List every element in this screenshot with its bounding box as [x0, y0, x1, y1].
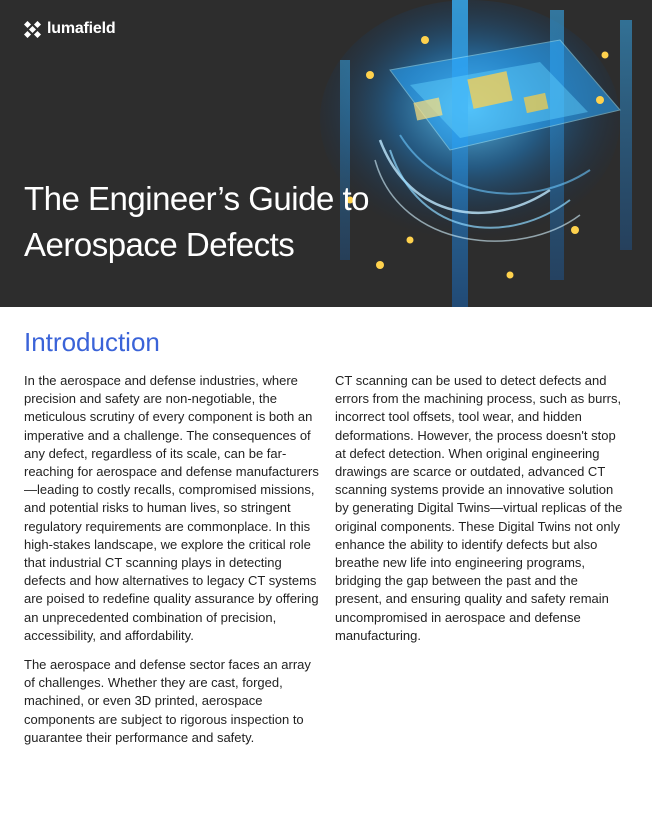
paragraph: The aerospace and defense sector faces an array of challenges. Whether they are cast, forged, machined, or even 3D printed, aerospace components are subject to rigorous inspection to guarantee their performance and safety. — [24, 657, 311, 745]
title-line-1: The Engineer’s Guide to — [24, 180, 370, 217]
brand-name: lumafield — [47, 20, 116, 37]
lumafield-logo — [24, 20, 115, 38]
paragraph: In the aerospace and defense industries, where precision and safety are non-negotiable, the meticulous scrutiny of every component is both an imperative and a challenge. The consequences of any defect, regardless of its scale, can be far-reaching for aerospace and defense manufacturers—leading to costly recalls, compromised missions, and potential risks to human lives, so stringent regulatory requirements are commonplace. In this high-stakes landscape, we explore the critical role that industrial CT scanning plays in detecting defects and how alternatives to legacy CT systems are poised to redefine quality assurance by offering an unprecedented combination of precision, accessibility, and affordability. — [24, 373, 319, 643]
paragraph: CT scanning can be used to detect defects and errors from the machining process, such as burrs, incorrect tool offsets, tool wear, and hidden deformations. However, the process doesn't stop at defect detection. When original engineering drawings are scarce or outdated, advanced CT scanning systems provide an innovative solution by generating Digital Twins—virtual replicas of the original components. These Digital Twins not only enhance the ability to identify defects but also breathe new life into engineering programs, bridging the gap between the past and the present, and ensuring quality and safety remain uncompromised in aerospace and defense manufacturing. — [335, 373, 623, 643]
section-heading-introduction: Introduction — [24, 327, 160, 357]
hero-banner — [0, 0, 652, 307]
ct-scan-image — [320, 0, 652, 307]
text-column-left — [24, 372, 320, 758]
title-line-2: Aerospace Defects — [24, 226, 295, 263]
page-title — [24, 176, 369, 268]
text-column-right — [335, 372, 625, 656]
lumafield-mark-icon — [24, 21, 41, 38]
